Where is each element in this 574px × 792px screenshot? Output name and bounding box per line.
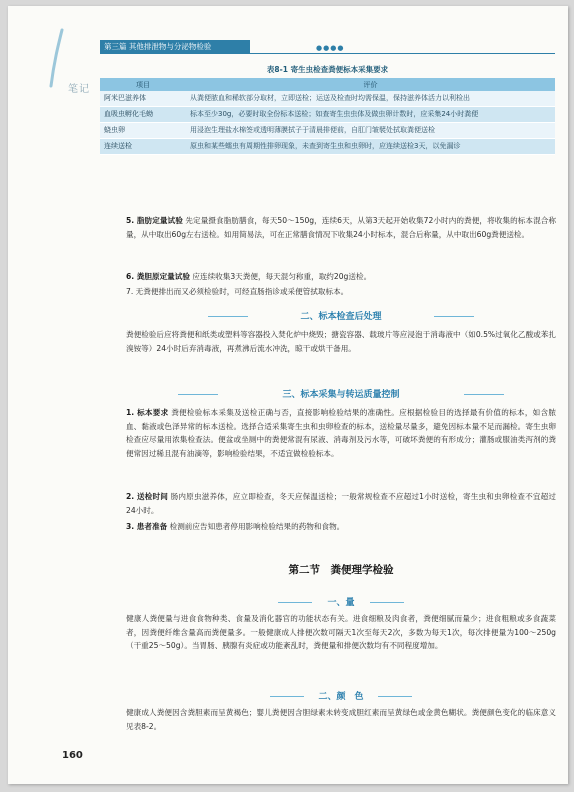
chapter-header: 第三篇 其他排泄物与分泌物检验: [100, 40, 250, 53]
requirements-table: [100, 78, 555, 155]
paragraph-lead: 5. 脂肪定量试验: [126, 216, 183, 225]
table-cell-item: 血吸虫孵化毛蚴: [100, 107, 186, 123]
table-cell-item: 蛲虫卵: [100, 123, 186, 139]
section-title-post-processing: 二、标本检查后处理: [300, 312, 382, 322]
paragraph-patient-prep: [126, 520, 556, 534]
section-title-quality-control: 三、标本采集与转运质量控制: [282, 390, 400, 400]
chapter-title: 第二节 粪便理学检验: [288, 564, 394, 576]
paragraph-specimen-requirements: [126, 406, 556, 460]
header-dots: ●●●●: [316, 44, 345, 52]
section-title-quantity: 一、量: [327, 598, 355, 608]
table-cell-desc: 从粪便脓血和稀软部分取材，立即送检；运送及检查时均需保温，保持滋养体活力以利检出: [186, 91, 555, 107]
section-title-color: 二、颜 色: [318, 692, 364, 702]
paragraph-lead: 6. 粪胆原定量试验: [126, 272, 190, 281]
paragraph-body: 健康人粪便量与进食食物种类、食量及消化器官的功能状态有关。进食细粮及肉食者，粪便细腻而量少；进食粗粮或多食蔬菜者，因粪便纤维含量高而粪便量多。一般健康成人排便次数可隔天1次至每天2次，多数为每天1次，每次排便量为100～250g（干重25～50g）。当胃肠、胰腺有炎症或功能紊乱时，粪便量和排便次数均有不同程度增加。: [126, 614, 556, 650]
title-rule-right: [370, 602, 404, 603]
document-page: [8, 6, 568, 784]
paragraph-color: [126, 706, 556, 733]
table-cell-item: 连续送检: [100, 139, 186, 155]
paragraph-urobilinogen-test: [126, 270, 556, 284]
page-number: 160: [62, 750, 83, 761]
table-row: [100, 139, 555, 155]
margin-band: [8, 6, 92, 784]
paragraph-no-stool: [126, 285, 556, 299]
table-cell-desc: 标本至少30g，必要时取全份标本送检；如查寄生虫虫体及做虫卵计数时，应采集24小时粪便: [186, 107, 555, 123]
column-header: 项目: [100, 78, 186, 91]
paragraph-body: 应连续收集3天粪便，每天混匀称重，取约20g送检。: [189, 272, 372, 281]
table-header-row: [100, 78, 555, 91]
title-rule-right: [464, 394, 504, 395]
title-rule-right: [378, 696, 412, 697]
table-row: [100, 91, 555, 107]
paragraph-lead: 2. 送检时间: [126, 492, 169, 501]
paragraph-body: 健康成人粪便因含粪胆素而呈黄褐色；婴儿粪便因含胆绿素未转变成胆红素而呈黄绿色或金黄色糊状。粪便颜色变化的临床意义见表8-2。: [126, 708, 556, 731]
paragraph-body: 粪便检验后应将粪便和纸类或塑料等容器投入焚化炉中烧毁；搪瓷容器、载玻片等应浸泡于消毒液中（如0.5%过氧化乙酸或苯扎溴铵等）24小时后弃消毒液，再煮沸后流水冲洗，晾干或烘干备用。: [126, 330, 556, 353]
table-cell-item: 阿米巴滋养体: [100, 91, 186, 107]
paragraph-body: 先定量摄食脂肪膳食，每天50～150g，连续6天，从第3天起开始收集72小时内的粪便，将收集的标本混合称量，从中取出60g左右送检。如用简易法，可在正常膳食情况下收集24小时标本，混合后称量，从中取出60g粪便送检。: [126, 216, 556, 239]
table-row: [100, 107, 555, 123]
paragraph-body: 7. 无粪便排出而又必须检验时，可经直肠指诊或采便管拭取标本。: [126, 287, 349, 296]
header-rule: [100, 53, 555, 54]
pen-stroke-icon: [48, 28, 66, 88]
paragraph-disposal: [126, 328, 556, 355]
paragraph-body: 粪便检验标本采集及送检正确与否，直接影响检验结果的准确性。应根据检验目的选择最有价值的标本，如含脓血、黏液或色泽异常的标本送检。选择合适采集寄生虫和虫卵检查的标本，送检量尽量多，避免因标本量不足而漏检。寄生虫卵检查应尽量用浓集检查法。便盆或坐厕中的粪便常混有尿液、消毒剂及污水等，可破坏粪便的有形成分；灌肠或服油类泻剂的粪便常因过稀且混有油滴等，影响检验结果，不适宜做检验标本。: [126, 408, 556, 458]
paragraph-lead: 3. 患者准备: [126, 522, 168, 531]
paragraph-body: 肠内原虫滋养体，应立即检查，冬天应保温送检；一般常规检查不应超过1小时送检，寄生虫和虫卵检查不宜超过24小时。: [126, 492, 557, 515]
margin-note: 笔记: [68, 84, 90, 95]
paragraph-fat-test: [126, 214, 556, 241]
table-cell-desc: 用浸泡生理盐水棉签或透明薄膜拭子于清晨排便前，自肛门皱襞处拭取粪便送检: [186, 123, 555, 139]
title-rule-right: [434, 316, 474, 317]
column-header: 评价: [186, 78, 555, 91]
paragraph-quantity: [126, 612, 556, 653]
paragraph-submission-time: [126, 490, 556, 517]
table-caption: 表8-1 寄生虫检查粪便标本采集要求: [266, 65, 389, 74]
paragraph-lead: 1. 标本要求: [126, 408, 169, 417]
table-cell-desc: 原虫和某些蠕虫有周期性排卵现象，未查到寄生虫和虫卵时，应连续送检3天，以免漏诊: [186, 139, 555, 155]
table-row: [100, 123, 555, 139]
paragraph-body: 检测前应告知患者停用影响检验结果的药物和食物。: [167, 522, 345, 531]
